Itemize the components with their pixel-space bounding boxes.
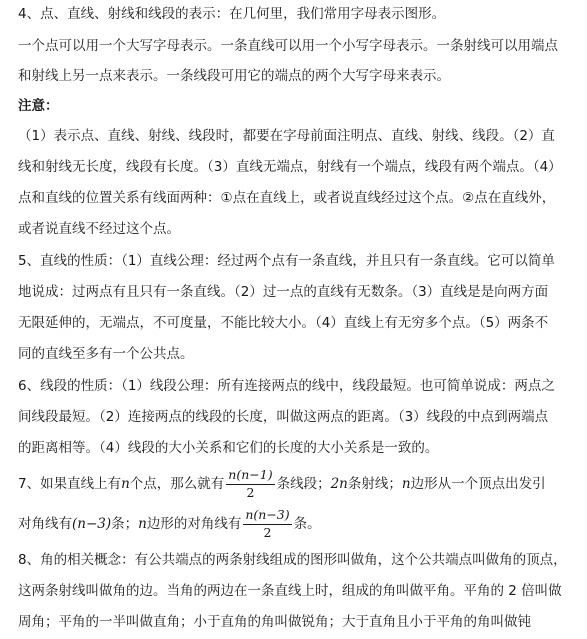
sec7-line-2 (18, 506, 578, 542)
note-label: 注意： (18, 98, 59, 114)
var-n: n (138, 516, 147, 532)
note-line: 线和射线无长度，线段有长度。（3）直线无端点，射线有一个端点，线段有两个端点。（4） (18, 159, 562, 175)
fraction-denominator: 2 (263, 524, 272, 540)
fraction-denominator: 2 (246, 484, 255, 500)
sec7-text: 个点，那么就有 (129, 476, 225, 492)
sec7-line-1 (18, 466, 578, 502)
sec7-text: 边形的对角线有 (146, 516, 242, 532)
fraction-diagonals (243, 509, 291, 539)
expr-n-minus-3: (n−3) (72, 516, 112, 532)
sec5-line: 5、直线的性质：（1）直线公理：经过两个点有一条直线，并且只有一条直线。它可以简单 (18, 253, 555, 269)
fraction-numerator: n(n−1) (226, 469, 274, 485)
note-line: （1）表示点、直线、射线、线段时，都要在字母前面注明点、直线、射线、线段。（2）直 (18, 128, 555, 144)
sec4-heading: 4、点、直线、射线和线段的表示：在几何里，我们常用字母表示图形。 (18, 6, 446, 22)
sec7-text: 条。 (293, 516, 321, 532)
sec6-line: 的距离相等。（4）线段的大小关系和它们的长度的大小关系是一致的。 (18, 440, 439, 456)
sec6-line: 6、线段的性质：（1）线段公理：所有连接两点的线中，线段最短。也可简单说成：两点之 (18, 378, 555, 394)
sec5-line: 无限延伸的，无端点，不可度量，不能比较大小。（4）直线上有无穷多个点。（5）两条不 (18, 315, 549, 331)
sec6-line: 间线段最短。（2）连接两点的线段的长度，叫做这两点的距离。（3）线段的中点到两端点 (18, 409, 549, 425)
note-line: 点和直线的位置关系有线面两种：①点在直线上，或者说直线经过这个点。②点在直线外， (18, 190, 556, 206)
sec8-line: 周角；平角的一半叫做直角；小于直角的角叫做锐角；大于直角且小于平角的角叫做钝 (18, 614, 531, 630)
var-n: n (121, 476, 130, 492)
sec5-line: 地说成：过两点有且只有一条直线。（2）过一点的直线有无数条。（3）直线是是向两方面 (18, 284, 549, 300)
sec8-line: 8、角的相关概念：有公共端点的两条射线组成的图形叫做角，这个公共端点叫做角的顶点， (18, 552, 567, 568)
sec7-text: 边形从一个顶点出发引 (410, 476, 546, 492)
sec5-line: 同的直线至多有一个公共点。 (18, 346, 194, 362)
fraction-numerator: n(n−3) (243, 509, 291, 525)
sec7-text: 条； (111, 516, 139, 532)
var-n: n (401, 476, 411, 492)
sec4-paragraph-line: 和射线上另一点来表示。一条线段可用它的端点的两个大写字母来表示。 (18, 68, 450, 84)
sec7-text: 条射线； (347, 476, 402, 492)
var-2n: 2n (330, 476, 348, 492)
sec7-text: 条线段； (276, 476, 331, 492)
sec4-paragraph-line: 一个点可以用一个大写字母表示。一条直线可以用一个小写字母表示。一条射线可以用端点 (18, 38, 558, 54)
sec8-line: 这两条射线叫做角的边。当角的两边在一条直线上时，组成的角叫做平角。平角的 2 倍叫做 (18, 583, 562, 599)
sec7-text: 7、如果直线上有 (18, 476, 122, 492)
note-line: 或者说直线不经过这个点。 (18, 221, 180, 237)
sec7-text: 对角线有 (18, 516, 72, 532)
fraction-segments (226, 469, 274, 499)
